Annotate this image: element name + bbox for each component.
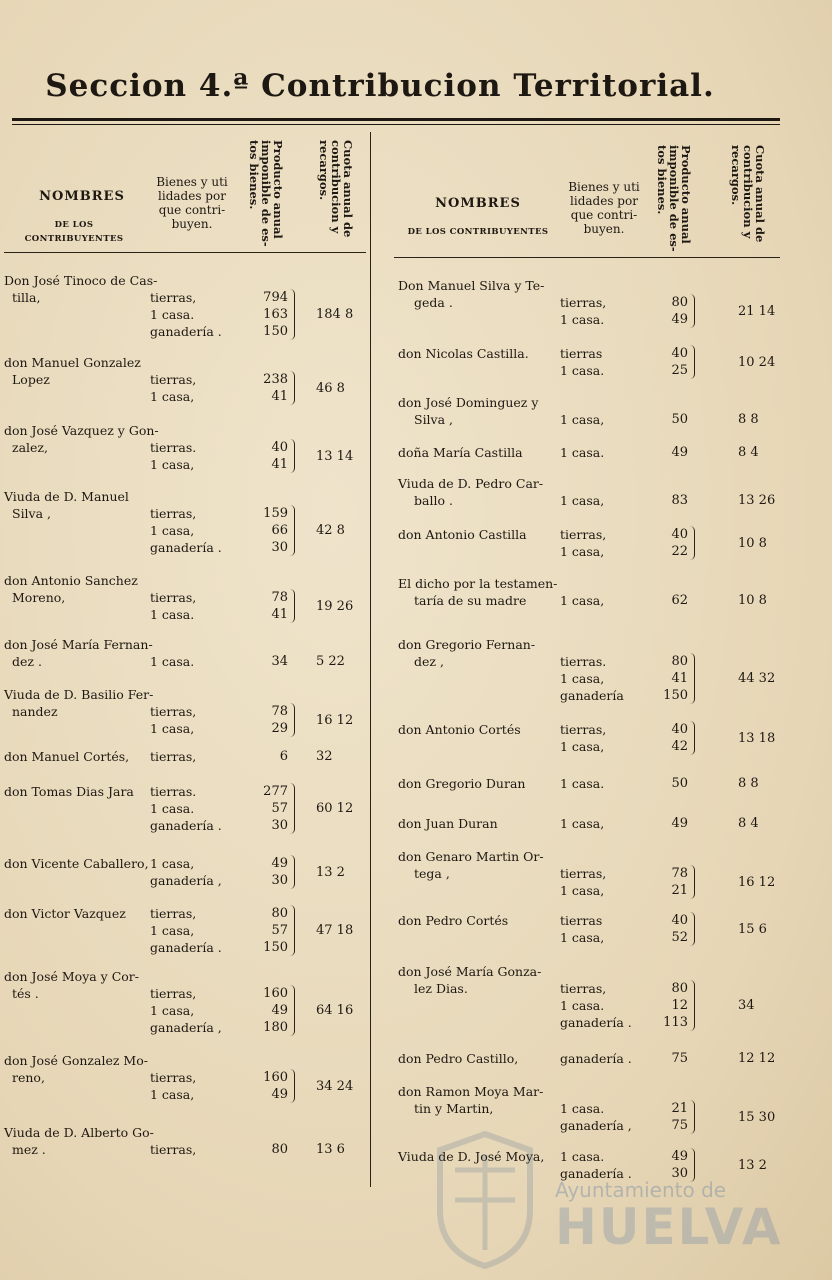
grouping-brace [690,1148,695,1182]
contributor-name: don Pedro Cortés [398,913,509,928]
property-type: 1 casa, [560,593,605,608]
taxable-product-value: 49 [671,816,688,831]
contributor-name: don Tomas Dias Jara [4,784,134,799]
taxable-product-value: 163 [263,307,288,322]
property-type: tierras, [150,749,197,764]
annual-quota-value: 15 6 [738,921,767,937]
annual-quota-value: 13 18 [738,730,776,746]
taxable-product-value: 49 [671,312,688,327]
taxable-product-value: 40 [671,722,688,737]
contributor-name: don Juan Duran [398,816,498,831]
taxable-product-value: 80 [671,295,688,310]
taxable-product-value: 30 [271,540,288,555]
annual-quota-value: 19 26 [316,598,354,614]
property-type: ganadería . [150,818,222,833]
annual-quota-value: 60 12 [316,801,354,816]
contributor-name: don José Dominguez y [398,395,539,410]
contributor-name: don Gregorio Duran [398,776,526,791]
taxable-product-value: 41 [271,389,288,404]
property-type: tierras, [150,372,197,387]
contributor-name: don Manuel Cortés, [4,749,130,764]
taxable-product-value: 49 [671,1149,688,1164]
contributor-name: don Nicolas Castilla. [398,346,529,361]
grouping-brace [290,1069,295,1103]
taxable-product-value: 12 [671,998,688,1013]
contributor-name: Viuda de D. Manuel [4,489,129,504]
right-header-nombres [398,197,558,239]
contributor-name: Viuda de D. Basilio Fer- [4,687,154,702]
contributor-name: don José Moya y Cor- [4,969,140,984]
taxable-product-value: 160 [263,1070,288,1085]
property-type: 1 casa, [560,816,605,831]
property-type: 1 casa. [150,607,195,622]
header-nombres-label: NOMBRES [435,196,521,211]
property-type: tierras, [150,290,197,305]
grouping-brace [690,294,695,328]
contributor-name: don Genaro Martin Or- [398,849,544,864]
taxable-product-value: 49 [271,1087,288,1102]
taxable-product-value: 150 [263,324,288,339]
annual-quota-value: 10 8 [738,593,767,608]
taxable-product-value: 80 [271,1142,288,1157]
contributor-name: don Antonio Cortés [398,722,521,737]
contributor-name: don José María Fernan- [4,637,153,652]
taxable-product-value: 21 [671,883,688,898]
taxable-product-value: 150 [263,940,288,955]
property-type: 1 casa. [560,776,605,791]
annual-quota-value: 8 8 [738,412,759,427]
property-type: tierras, [560,295,607,310]
taxable-product-value: 80 [671,981,688,996]
contributor-name: dez . [12,654,42,669]
taxable-product-value: 34 [271,654,288,669]
taxable-product-value: 277 [263,784,288,799]
contributor-name: zalez, [12,440,48,455]
grouping-brace [290,703,295,737]
contributor-name: don José María Gonza- [398,964,542,979]
annual-quota-value: 47 18 [316,923,354,938]
property-type: tierras, [150,704,197,719]
property-type: 1 casa, [150,721,195,736]
contributor-name: reno, [12,1070,45,1085]
property-type: 1 casa. [560,1101,605,1116]
property-type: tierras, [150,986,197,1001]
annual-quota-value: 15 30 [738,1109,776,1125]
property-type: ganadería , [150,873,222,888]
title-rule-thin [12,124,780,125]
contributor-name: tin y Martin, [414,1101,494,1116]
contributor-name: lez Dias. [414,981,468,996]
property-type: 1 casa, [560,883,605,898]
watermark-line1: Ayuntamiento de [555,1178,727,1202]
taxable-product-value: 794 [263,290,288,305]
annual-quota-value: 13 6 [316,1142,345,1157]
annual-quota-value: 21 14 [738,303,776,319]
property-type: 1 casa, [560,930,605,945]
grouping-brace [290,439,295,473]
taxable-product-value: 41 [271,607,288,622]
contributor-name: don Vicente Caballero, [4,856,149,871]
taxable-product-value: 52 [671,930,688,945]
contributor-name: geda . [414,295,453,310]
property-type: tierras, [560,866,607,881]
property-type: 1 casa. [560,363,605,378]
grouping-brace [290,985,295,1036]
right-header-cuota: Cuota anual de contribucion y recargos. [729,145,767,243]
annual-quota-value: 8 4 [738,816,759,831]
taxable-product-value: 40 [671,346,688,361]
left-header-rule [4,252,366,253]
taxable-product-value: 160 [263,986,288,1001]
header-bienes-line: Bienes y uti [156,175,228,189]
grouping-brace [690,526,695,560]
contributor-name: tilla, [12,290,41,305]
taxable-product-value: 66 [271,523,288,538]
annual-quota-value: 44 32 [738,671,776,686]
contributor-name: don Gregorio Fernan- [398,637,536,652]
property-type: tierras, [150,1142,197,1157]
contributor-name: Viuda de D. José Moya, [398,1149,545,1164]
property-type: tierras [560,913,603,928]
property-type: 1 casa, [150,389,195,404]
taxable-product-value: 49 [271,1003,288,1018]
taxable-product-value: 30 [271,818,288,833]
contributor-name: tega , [414,866,450,881]
annual-quota-value: 13 2 [738,1157,767,1173]
contributor-name: Don Manuel Silva y Te- [398,278,545,293]
property-type: 1 casa, [560,739,605,754]
taxable-product-value: 25 [671,363,688,378]
property-type: 1 casa, [150,457,195,472]
property-type: ganadería . [560,1051,632,1066]
annual-quota-value: 32 [316,749,333,764]
annual-quota-value: 8 8 [738,776,759,791]
taxable-product-value: 159 [263,506,288,521]
taxable-product-value: 50 [671,776,688,791]
taxable-product-value: 30 [671,1166,688,1181]
property-type: tierras, [560,527,607,542]
header-nombres-label: NOMBRES [39,189,125,204]
right-header-rule [394,257,780,258]
taxable-product-value: 75 [671,1051,688,1066]
property-type: 1 casa, [560,412,605,427]
grouping-brace [690,980,695,1031]
property-type: tierras, [560,722,607,737]
contributor-name: ballo . [414,493,453,508]
contributor-name: dez , [414,654,444,669]
property-type: 1 casa, [150,1003,195,1018]
left-header-bienes [150,175,234,231]
property-type: 1 casa, [150,856,195,871]
property-type: tierras, [150,590,197,605]
property-type: tierras. [150,784,197,799]
grouping-brace [690,721,695,755]
left-header-producto: Producto anual imponible de es- tos bienes. [247,140,285,247]
header-contribuyentes-label: DE LOS CONTRIBUYENTES [407,227,549,237]
contributor-name: don José Vazquez y Gon- [4,423,159,438]
contributor-name: don Pedro Castillo, [398,1051,519,1066]
grouping-brace [290,505,295,556]
taxable-product-value: 62 [671,593,688,608]
grouping-brace [290,371,295,405]
annual-quota-value: 13 14 [316,448,354,464]
annual-quota-value: 10 24 [738,354,776,370]
taxable-product-value: 40 [671,527,688,542]
property-type: ganadería . [150,324,222,339]
taxable-product-value: 41 [271,457,288,472]
taxable-product-value: 42 [671,739,688,754]
header-bienes-line: lidades por [570,194,638,208]
taxable-product-value: 78 [271,590,288,605]
header-bienes-line: buyen. [583,222,625,236]
taxable-product-value: 29 [271,721,288,736]
property-type: 1 casa, [150,1087,195,1102]
grouping-brace [290,783,295,834]
contributor-name: doña María Castilla [398,445,523,460]
property-type: tierras. [560,654,607,669]
property-type: 1 casa, [560,493,605,508]
property-type: tierras [560,346,603,361]
taxable-product-value: 78 [271,704,288,719]
annual-quota-value: 184 8 [316,307,354,322]
property-type: tierras, [150,506,197,521]
property-type: 1 casa. [150,654,195,669]
annual-quota-value: 8 4 [738,445,759,460]
contributor-name: don José Gonzalez Mo- [4,1053,148,1068]
annual-quota-value: 64 16 [316,1003,354,1018]
taxable-product-value: 40 [671,913,688,928]
property-type: 1 casa. [560,998,605,1013]
contributor-name: mez . [12,1142,46,1157]
header-bienes-line: que contri- [570,208,638,222]
property-type: 1 casa. [150,801,195,816]
property-type: 1 casa, [150,523,195,538]
property-type: ganadería . [560,1015,632,1030]
left-header-cuota: Cuota anual de contribucion y recargos. [317,140,355,238]
contributor-name: Viuda de D. Alberto Go- [4,1125,154,1140]
contributor-name: taría de su madre [414,593,527,608]
contributor-name: don Antonio Sanchez [4,573,138,588]
grouping-brace [290,289,295,340]
taxable-product-value: 180 [263,1020,288,1035]
property-type: 1 casa. [150,307,195,322]
grouping-brace [690,912,695,946]
property-type: tierras. [150,440,197,455]
grouping-brace [690,1100,695,1134]
taxable-product-value: 30 [271,873,288,888]
taxable-product-value: 78 [671,866,688,881]
header-bienes-line: buyen. [171,217,213,231]
property-type: ganadería . [560,1166,632,1181]
taxable-product-value: 80 [271,906,288,921]
taxable-product-value: 6 [279,749,288,764]
grouping-brace [690,653,695,704]
grouping-brace [690,345,695,379]
contributor-name: El dicho por la testamen- [398,576,558,591]
taxable-product-value: 50 [671,412,688,427]
property-type: 1 casa. [560,1149,605,1164]
contributor-name: don Ramon Moya Mar- [398,1084,544,1099]
contributor-name: Lopez [12,372,50,387]
annual-quota-value: 12 12 [738,1051,776,1066]
property-type: 1 casa. [560,312,605,327]
taxable-product-value: 80 [671,654,688,669]
grouping-brace [290,589,295,623]
contributor-name: Silva , [12,506,52,521]
taxable-product-value: 22 [671,544,688,559]
contributor-name: Don José Tinoco de Cas- [4,273,158,288]
watermark-line2: HUELVA [555,1198,783,1256]
property-type: 1 casa. [560,445,605,460]
property-type: tierras, [150,1070,197,1085]
right-header-bienes [560,180,648,236]
annual-quota-value: 34 24 [316,1078,354,1094]
contributor-name: nandez [12,704,58,719]
annual-quota-value: 16 12 [316,712,354,728]
right-header-producto: Producto anual imponible de es- tos bienes. [655,145,693,252]
grouping-brace [290,855,295,889]
taxable-product-value: 49 [671,445,688,460]
annual-quota-value: 34 [738,998,755,1013]
property-type: 1 casa, [150,923,195,938]
header-contribuyentes-label: DE LOS CONTRIBUYENTES [24,220,124,244]
taxable-product-value: 57 [271,801,288,816]
header-bienes-line: lidades por [158,189,226,203]
page-title: Seccion 4.ª Contribucion Territorial. [45,68,715,104]
header-bienes-line: Bienes y uti [568,180,640,194]
taxable-product-value: 83 [671,493,688,508]
annual-quota-value: 13 26 [738,493,776,508]
taxable-product-value: 150 [663,688,688,703]
property-type: 1 casa, [560,671,605,686]
left-header-nombres [22,190,142,246]
contributor-name: Silva , [414,412,454,427]
grouping-brace [290,905,295,956]
taxable-product-value: 57 [271,923,288,938]
contributor-name: don Manuel Gonzalez [4,355,141,370]
taxable-product-value: 40 [271,440,288,455]
taxable-product-value: 75 [671,1118,688,1133]
property-type: ganadería , [560,1118,632,1133]
header-bienes-line: que contri- [158,203,226,217]
contributor-name: Moreno, [12,590,66,605]
property-type: ganadería . [150,940,222,955]
property-type: ganadería [560,688,624,703]
annual-quota-value: 46 8 [316,380,345,396]
contributor-name: Viuda de D. Pedro Car- [398,476,544,491]
taxable-product-value: 41 [671,671,688,686]
property-type: tierras, [150,906,197,921]
annual-quota-value: 5 22 [316,654,345,669]
taxable-product-value: 21 [671,1101,688,1116]
annual-quota-value: 13 2 [316,864,345,880]
annual-quota-value: 16 12 [738,874,776,890]
contributor-name: don Victor Vazquez [4,906,126,921]
property-type: ganadería . [150,540,222,555]
property-type: tierras, [560,981,607,996]
taxable-product-value: 49 [271,856,288,871]
annual-quota-value: 10 8 [738,535,767,551]
annual-quota-value: 42 8 [316,523,345,538]
archive-seal-icon [430,1130,540,1270]
taxable-product-value: 238 [263,372,288,387]
grouping-brace [690,865,695,899]
contributor-name: don Antonio Castilla [398,527,527,542]
contributor-name: tés . [12,986,39,1001]
property-type: 1 casa, [560,544,605,559]
taxable-product-value: 113 [663,1015,688,1030]
title-rule [12,118,780,121]
property-type: ganadería , [150,1020,222,1035]
